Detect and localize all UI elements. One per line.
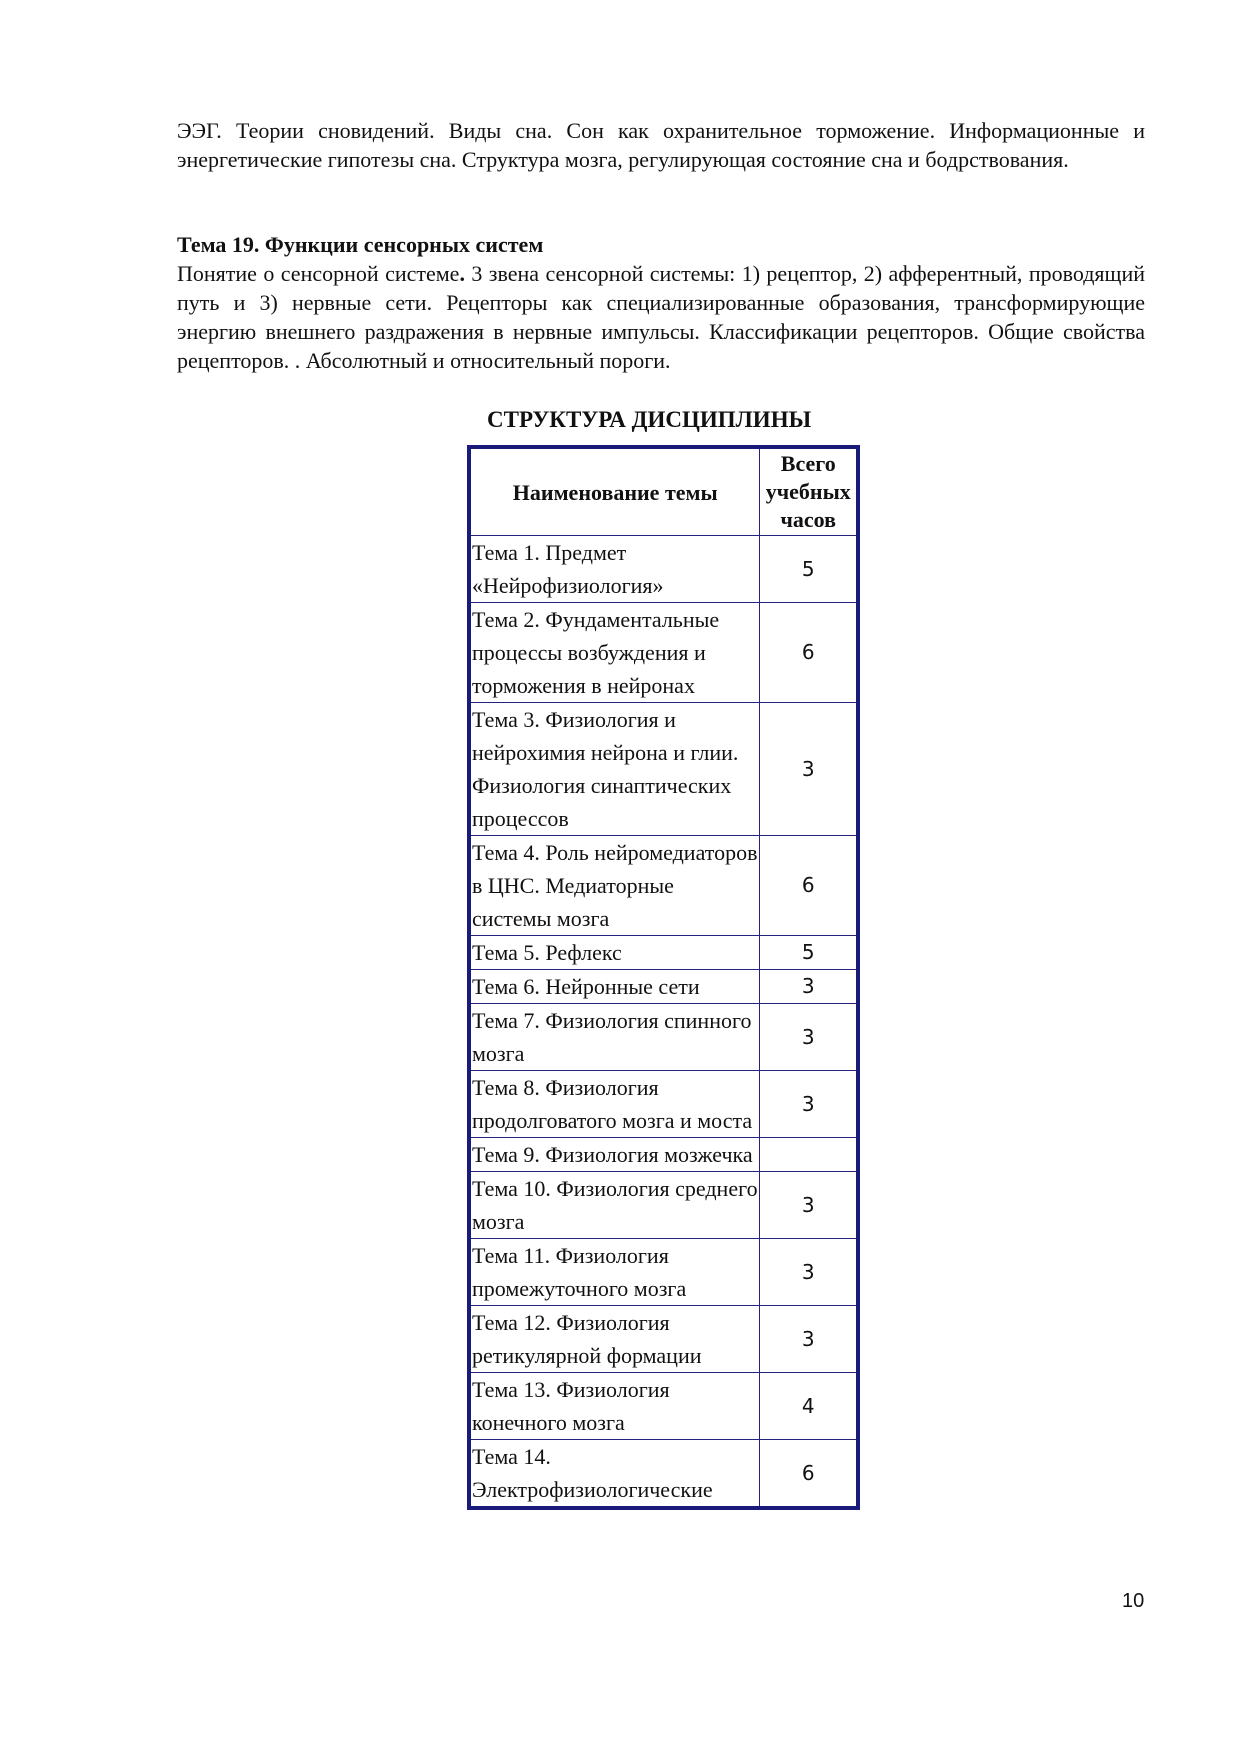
topic-19-body xyxy=(177,259,1145,375)
hours-cell: 3 xyxy=(760,1306,858,1373)
topic-19-lead: Понятие о сенсорной системе xyxy=(177,261,460,286)
table-row xyxy=(469,970,858,1004)
hours-cell: 3 xyxy=(760,1172,858,1239)
topic-19-heading: Тема 19. Функции сенсорных систем xyxy=(177,232,544,257)
topic-name-cell: Тема 2. Фундаментальные процессы возбуждения и торможения в нейронах xyxy=(469,603,760,703)
hours-cell: 6 xyxy=(760,603,858,703)
topic-19-lead-dot: . xyxy=(459,261,465,286)
table-row xyxy=(469,536,858,603)
topic-19-text: 3 звена сенсорной системы: 1) рецептор, 2) афферентный, проводящий путь и 3) нервные сети. Рецепторы как специализированные образования, трансформирующие энергию внешнего раздражения в нервные импульсы. Классификации рецепторов. Общие свойства рецепторов. . Абсолютный и относительный пороги. xyxy=(177,261,1145,373)
topic-name-cell: Тема 5. Рефлекс xyxy=(469,936,760,970)
table-row xyxy=(469,1373,858,1440)
topic-name-cell: Тема 3. Физиология и нейрохимия нейрона и глии. Физиология синаптических процессов xyxy=(469,703,760,836)
topic-name-cell: Тема 14. Электрофизиологические xyxy=(469,1440,760,1509)
topic-name-cell: Тема 8. Физиология продолговатого мозга и моста xyxy=(469,1071,760,1138)
table-row xyxy=(469,1306,858,1373)
hours-cell: 5 xyxy=(760,536,858,603)
topic-name-cell: Тема 10. Физиология среднего мозга xyxy=(469,1172,760,1239)
discipline-structure-table xyxy=(467,445,860,1510)
hours-cell: 3 xyxy=(760,703,858,836)
hours-cell: 3 xyxy=(760,1004,858,1071)
table-row xyxy=(469,936,858,970)
topic-name-cell: Тема 4. Роль нейромедиаторов в ЦНС. Медиаторные системы мозга xyxy=(469,836,760,936)
table-body xyxy=(469,536,858,1509)
header-topic-name: Наименование темы xyxy=(469,447,760,536)
topic-name-cell: Тема 12. Физиология ретикулярной формации xyxy=(469,1306,760,1373)
table-row xyxy=(469,1071,858,1138)
hours-cell: 3 xyxy=(760,1239,858,1306)
hours-cell: 5 xyxy=(760,936,858,970)
topic-name-cell: Тема 6. Нейронные сети xyxy=(469,970,760,1004)
topic-name-cell: Тема 11. Физиология промежуточного мозга xyxy=(469,1239,760,1306)
paragraph-sleep: ЭЭГ. Теории сновидений. Виды сна. Сон как охранительное торможение. Информационные и энергетические гипотезы сна. Структура мозга, регулирующая состояние сна и бодрствования. xyxy=(177,118,1145,172)
table-header-row xyxy=(469,447,858,536)
table-row xyxy=(469,1138,858,1172)
topic-name-cell: Тема 1. Предмет «Нейрофизиология» xyxy=(469,536,760,603)
header-total-hours: Всего учебных часов xyxy=(760,447,858,536)
table-row xyxy=(469,1239,858,1306)
topic-name-cell: Тема 7. Физиология спинного мозга xyxy=(469,1004,760,1071)
table-title: СТРУКТУРА ДИСЦИПЛИНЫ xyxy=(487,407,812,432)
table-row xyxy=(469,836,858,936)
hours-cell: 3 xyxy=(760,1071,858,1138)
page-number: 10 xyxy=(1122,1590,1145,1612)
table-row xyxy=(469,603,858,703)
table-row xyxy=(469,703,858,836)
hours-cell xyxy=(760,1138,858,1172)
table-row xyxy=(469,1004,858,1071)
hours-cell: 6 xyxy=(760,1440,858,1509)
topic-name-cell: Тема 13. Физиология конечного мозга xyxy=(469,1373,760,1440)
hours-cell: 6 xyxy=(760,836,858,936)
table-row xyxy=(469,1172,858,1239)
hours-cell: 3 xyxy=(760,970,858,1004)
topic-19-section xyxy=(177,230,1145,375)
table-row xyxy=(469,1440,858,1509)
hours-cell: 4 xyxy=(760,1373,858,1440)
topic-name-cell: Тема 9. Физиология мозжечка xyxy=(469,1138,760,1172)
